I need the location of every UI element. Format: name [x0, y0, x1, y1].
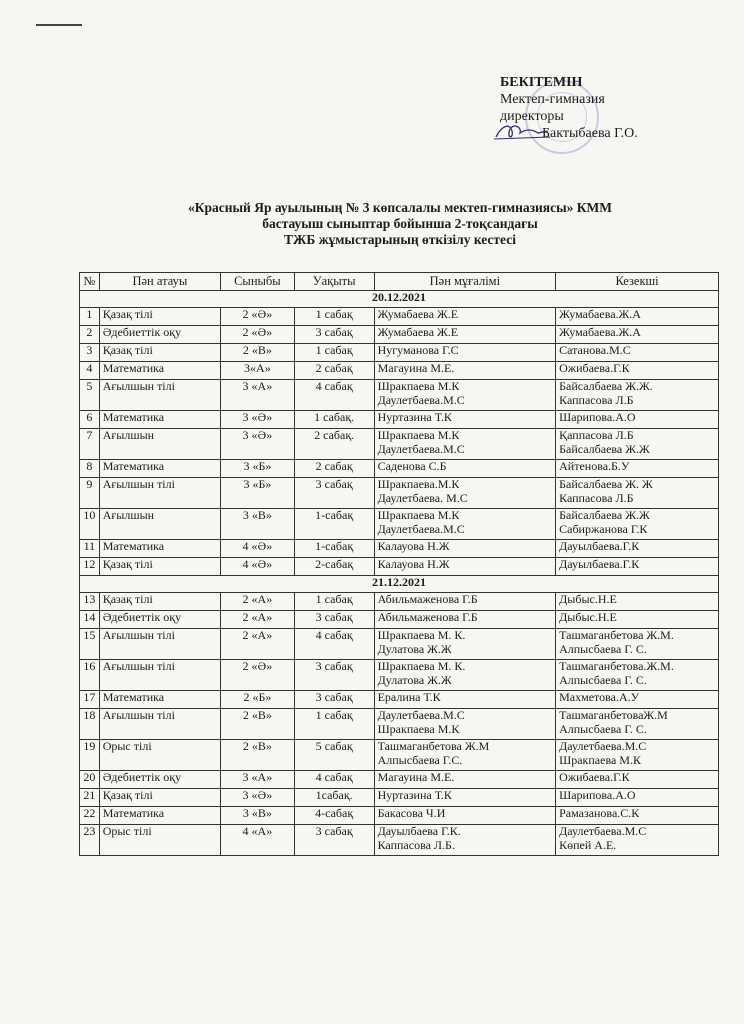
table-row	[80, 429, 719, 460]
approval-heading: БЕКІТЕМІН	[500, 75, 583, 90]
grade-cell: 3 «Ә»	[221, 429, 295, 460]
grade-cell: 3 «В»	[221, 509, 295, 540]
teacher-cell: Ташмаганбетова Ж.М Алпысбаева Г.С.	[374, 740, 556, 771]
time-cell: 1 сабақ.	[294, 411, 374, 429]
teacher-cell: Дауылбаева Г.К. Каппасова Л.Б.	[374, 825, 556, 856]
date-cell: 21.12.2021	[80, 576, 719, 593]
row-number: 1	[80, 308, 100, 326]
grade-cell: 3 «Ә»	[221, 411, 295, 429]
time-cell: 1-сабақ	[294, 540, 374, 558]
duty-cell: Дыбыс.Н.Е	[556, 611, 719, 629]
duty-cell: Шарипова.А.О	[556, 789, 719, 807]
table-row	[80, 478, 719, 509]
approval-line-2: директоры	[500, 109, 564, 124]
time-cell: 2 сабақ	[294, 460, 374, 478]
time-cell: 1 сабақ	[294, 344, 374, 362]
approval-line-1: Мектеп-гимназия	[500, 92, 605, 107]
row-number: 4	[80, 362, 100, 380]
grade-cell: 3 «Ә»	[221, 789, 295, 807]
time-cell: 3 сабақ	[294, 691, 374, 709]
header-number: №	[80, 273, 100, 291]
director-name: Бактыбаева Г.О.	[542, 126, 638, 141]
grade-cell: 2 «Ә»	[221, 660, 295, 691]
subject-cell: Ағылшын тілі	[99, 629, 220, 660]
approval-block	[500, 74, 638, 142]
teacher-cell: Даулетбаева.М.С Шракпаева М.К	[374, 709, 556, 740]
teacher-cell: Шракпаева М.К Даулетбаева.М.С	[374, 429, 556, 460]
subject-cell: Орыс тілі	[99, 740, 220, 771]
table-row	[80, 344, 719, 362]
subject-cell: Қазақ тілі	[99, 593, 220, 611]
subject-cell: Математика	[99, 362, 220, 380]
teacher-cell: Магауина М.Е.	[374, 771, 556, 789]
teacher-cell: Абильмаженова Г.Б	[374, 611, 556, 629]
subject-cell: Математика	[99, 411, 220, 429]
teacher-cell: Магауина М.Е.	[374, 362, 556, 380]
subject-cell: Қазақ тілі	[99, 344, 220, 362]
table-row	[80, 740, 719, 771]
row-number: 20	[80, 771, 100, 789]
table-row	[80, 509, 719, 540]
signature-mark	[492, 121, 552, 143]
grade-cell: 2 «А»	[221, 629, 295, 660]
duty-cell: Байсалбаева Ж. Ж Каппасова Л.Б	[556, 478, 719, 509]
time-cell: 4 сабақ	[294, 771, 374, 789]
row-number: 9	[80, 478, 100, 509]
date-row	[80, 291, 719, 308]
subject-cell: Математика	[99, 691, 220, 709]
date-cell: 20.12.2021	[80, 291, 719, 308]
table-row	[80, 460, 719, 478]
row-number: 5	[80, 380, 100, 411]
time-cell: 1 сабақ	[294, 308, 374, 326]
table-row	[80, 558, 719, 576]
time-cell: 5 сабақ	[294, 740, 374, 771]
table-row	[80, 611, 719, 629]
signature-line	[500, 125, 638, 142]
row-number: 12	[80, 558, 100, 576]
grade-cell: 4 «А»	[221, 825, 295, 856]
grade-cell: 4 «Ә»	[221, 558, 295, 576]
time-cell: 2 сабақ.	[294, 429, 374, 460]
row-number: 3	[80, 344, 100, 362]
header-duty: Кезекші	[556, 273, 719, 291]
row-number: 10	[80, 509, 100, 540]
row-number: 8	[80, 460, 100, 478]
table-header-row	[80, 273, 719, 291]
time-cell: 3 сабақ	[294, 660, 374, 691]
duty-cell: Сатанова.М.С	[556, 344, 719, 362]
table-row	[80, 326, 719, 344]
time-cell: 4 сабақ	[294, 380, 374, 411]
duty-cell: Даулетбаева.М.С Шракпаева М.К	[556, 740, 719, 771]
row-number: 14	[80, 611, 100, 629]
subject-cell: Әдебиеттік оқу	[99, 611, 220, 629]
duty-cell: Ожибаева.Г.К	[556, 771, 719, 789]
header-subject: Пән атауы	[99, 273, 220, 291]
teacher-cell: Шракпаева М. К. Дулатова Ж.Ж	[374, 660, 556, 691]
grade-cell: 2 «Ә»	[221, 308, 295, 326]
table-row	[80, 629, 719, 660]
grade-cell: 3 «Б»	[221, 478, 295, 509]
header-teacher: Пән мұғалімі	[374, 273, 556, 291]
row-number: 11	[80, 540, 100, 558]
header-time: Уақыты	[294, 273, 374, 291]
table-row	[80, 691, 719, 709]
subject-cell: Математика	[99, 460, 220, 478]
subject-cell: Әдебиеттік оқу	[99, 771, 220, 789]
row-number: 22	[80, 807, 100, 825]
table-row	[80, 593, 719, 611]
subject-cell: Қазақ тілі	[99, 789, 220, 807]
duty-cell: Ожибаева.Г.К	[556, 362, 719, 380]
table-row	[80, 411, 719, 429]
teacher-cell: Жумабаева Ж.Е	[374, 308, 556, 326]
table-row	[80, 771, 719, 789]
grade-cell: 2 «В»	[221, 740, 295, 771]
duty-cell: ТашмаганбетоваЖ.М Алпысбаева Г. С.	[556, 709, 719, 740]
duty-cell: Байсалбаева Ж.Ж. Каппасова Л.Б	[556, 380, 719, 411]
duty-cell: Шарипова.А.О	[556, 411, 719, 429]
table-row	[80, 362, 719, 380]
header-grade: Сыныбы	[221, 273, 295, 291]
duty-cell: Рамазанова.С.К	[556, 807, 719, 825]
time-cell: 3 сабақ	[294, 326, 374, 344]
table-row	[80, 660, 719, 691]
table-row	[80, 709, 719, 740]
table-row	[80, 789, 719, 807]
grade-cell: 2 «А»	[221, 611, 295, 629]
subject-cell: Ағылшын тілі	[99, 380, 220, 411]
duty-cell: Ташмаганбетова.Ж.М. Алпысбаева Г. С.	[556, 660, 719, 691]
subject-cell: Математика	[99, 540, 220, 558]
table-row	[80, 807, 719, 825]
duty-cell: Дауылбаева.Г.К	[556, 558, 719, 576]
row-number: 17	[80, 691, 100, 709]
duty-cell: Айтенова.Б.У	[556, 460, 719, 478]
duty-cell: Ташмаганбетова Ж.М. Алпысбаева Г. С.	[556, 629, 719, 660]
grade-cell: 3 «А»	[221, 771, 295, 789]
time-cell: 2-сабақ	[294, 558, 374, 576]
grade-cell: 3 «А»	[221, 380, 295, 411]
grade-cell: 3«А»	[221, 362, 295, 380]
duty-cell: Махметова.А.У	[556, 691, 719, 709]
duty-cell: Жумабаева.Ж.А	[556, 326, 719, 344]
time-cell: 4 сабақ	[294, 629, 374, 660]
subject-cell: Ағылшын	[99, 429, 220, 460]
grade-cell: 2 «В»	[221, 344, 295, 362]
row-number: 7	[80, 429, 100, 460]
subject-cell: Орыс тілі	[99, 825, 220, 856]
row-number: 18	[80, 709, 100, 740]
table-row	[80, 380, 719, 411]
subject-cell: Қазақ тілі	[99, 308, 220, 326]
time-cell: 2 сабақ	[294, 362, 374, 380]
teacher-cell: Нугуманова Г.С	[374, 344, 556, 362]
teacher-cell: Шракпаева.М.К Даулетбаева. М.С	[374, 478, 556, 509]
subject-cell: Ағылшын	[99, 509, 220, 540]
table-row	[80, 825, 719, 856]
teacher-cell: Жумабаева Ж.Е	[374, 326, 556, 344]
row-number: 21	[80, 789, 100, 807]
time-cell: 4-сабақ	[294, 807, 374, 825]
schedule-table	[79, 272, 719, 856]
table-body	[80, 291, 719, 856]
teacher-cell: Шракпаева М.К Даулетбаева.М.С	[374, 509, 556, 540]
row-number: 23	[80, 825, 100, 856]
time-cell: 3 сабақ	[294, 825, 374, 856]
row-number: 15	[80, 629, 100, 660]
teacher-cell: Бакасова Ч.И	[374, 807, 556, 825]
grade-cell: 3 «Б»	[221, 460, 295, 478]
grade-cell: 2 «В»	[221, 709, 295, 740]
teacher-cell: Калауова Н.Ж	[374, 558, 556, 576]
teacher-cell: Ералина Т.К	[374, 691, 556, 709]
time-cell: 1-сабақ	[294, 509, 374, 540]
grade-cell: 3 «В»	[221, 807, 295, 825]
time-cell: 1 сабақ	[294, 593, 374, 611]
duty-cell: Жумабаева.Ж.А	[556, 308, 719, 326]
title-line-2: бастауыш сыныптар бойынша 2-тоқсандағы	[262, 216, 538, 231]
title-line-1: «Красный Яр ауылының № 3 көпсалалы мектеп-гимназиясы» КММ	[187, 200, 613, 215]
subject-cell: Ағылшын тілі	[99, 709, 220, 740]
row-number: 19	[80, 740, 100, 771]
subject-cell: Ағылшын тілі	[99, 478, 220, 509]
teacher-cell: Абильмаженова Г.Б	[374, 593, 556, 611]
duty-cell: Дыбыс.Н.Е	[556, 593, 719, 611]
table-row	[80, 308, 719, 326]
date-row	[80, 576, 719, 593]
teacher-cell: Нуртазина Т.К	[374, 411, 556, 429]
duty-cell: Қаппасова Л.Б Байсалбаева Ж.Ж	[556, 429, 719, 460]
time-cell: 1сабақ.	[294, 789, 374, 807]
teacher-cell: Нуртазина Т.К	[374, 789, 556, 807]
teacher-cell: Калауова Н.Ж	[374, 540, 556, 558]
duty-cell: Даулетбаева.М.С Көпей А.Е.	[556, 825, 719, 856]
title-line-3: ТЖБ жұмыстарының өткізілу кестесі	[284, 232, 516, 247]
duty-cell: Дауылбаева.Г.К	[556, 540, 719, 558]
row-number: 6	[80, 411, 100, 429]
subject-cell: Қазақ тілі	[99, 558, 220, 576]
time-cell: 1 сабақ	[294, 709, 374, 740]
grade-cell: 4 «Ә»	[221, 540, 295, 558]
time-cell: 3 сабақ	[294, 478, 374, 509]
subject-cell: Әдебиеттік оқу	[99, 326, 220, 344]
duty-cell: Байсалбаева Ж.Ж Сабиржанова Г.К	[556, 509, 719, 540]
row-number: 16	[80, 660, 100, 691]
teacher-cell: Шракпаева М. К. Дулатова Ж.Ж	[374, 629, 556, 660]
top-rule	[36, 24, 82, 26]
table-row	[80, 540, 719, 558]
teacher-cell: Шракпаева М.К Даулетбаева.М.С	[374, 380, 556, 411]
grade-cell: 2 «Б»	[221, 691, 295, 709]
subject-cell: Математика	[99, 807, 220, 825]
time-cell: 3 сабақ	[294, 611, 374, 629]
grade-cell: 2 «А»	[221, 593, 295, 611]
teacher-cell: Саденова С.Б	[374, 460, 556, 478]
row-number: 13	[80, 593, 100, 611]
subject-cell: Ағылшын тілі	[99, 660, 220, 691]
row-number: 2	[80, 326, 100, 344]
grade-cell: 2 «Ә»	[221, 326, 295, 344]
document-title	[130, 200, 670, 248]
